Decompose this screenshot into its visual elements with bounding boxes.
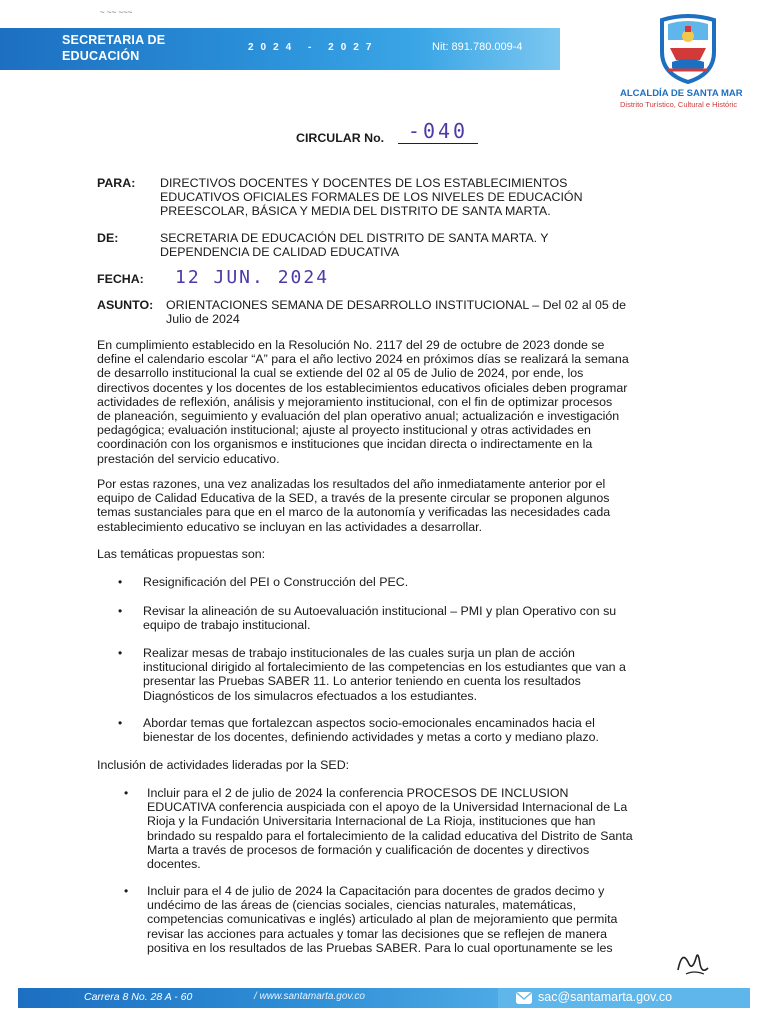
activity-line: Incluir para el 4 de julio de 2024 la Capacitación para docentes de grados decimo y bbox=[147, 884, 605, 898]
activity-line: Marta a través de procesos de formación y cualificación de docentes y directivos bbox=[147, 842, 590, 857]
paragraph-line: temas sustanciales para que en el marco de la autonomía y verificadas las necesidades cada bbox=[97, 505, 611, 520]
footer-email[interactable]: sac@santamarta.gov.co bbox=[538, 990, 673, 1004]
bullet-icon: • bbox=[118, 575, 123, 589]
footer-band bbox=[18, 988, 750, 1008]
paragraph-resolution bbox=[97, 338, 690, 466]
department-line-1: SECRETARIA DE bbox=[62, 33, 166, 47]
nit-number: Nit: 891.780.009-4 bbox=[432, 41, 523, 53]
theme-line: Resignificación del PEI o Construcción del PEC. bbox=[143, 575, 409, 589]
footer-website[interactable]: / www.santamarta.gov.co bbox=[254, 991, 365, 1002]
signature-mark bbox=[672, 944, 712, 978]
activity-item bbox=[147, 786, 690, 871]
coat-of-arms-icon bbox=[658, 12, 718, 84]
theme-item bbox=[143, 604, 690, 632]
paragraph-line: coordinación con los organismos e instituciones que incidan directa o indirectamente en la bbox=[97, 437, 593, 452]
theme-line: institucional dirigido al fortalecimiento de las competencias en los estudiantes que van a bbox=[143, 660, 626, 675]
paragraph-line: establecimiento educativo se incluyan en las actividades a desarrollar. bbox=[97, 519, 483, 534]
bullet-icon: • bbox=[118, 604, 123, 618]
de-line: SECRETARIA DE EDUCACIÓN DEL DISTRITO DE SANTA MARTA. Y bbox=[160, 231, 549, 245]
asunto-line: Julio de 2024 bbox=[166, 312, 240, 327]
theme-line: Revisar la alineación de su Autoevaluación institucional – PMI y plan Operativo con su bbox=[143, 604, 617, 618]
paragraph-line: equipo de Calidad Educativa de la SED, a través de la presente circular se proponen algunos bbox=[97, 491, 610, 506]
paragraph-line: pedagógica; evaluación institucional; ajuste al proyecto institucional y otras actividades en bbox=[97, 423, 591, 438]
para-line: PREESCOLAR, BÁSICA Y MEDIA DEL DISTRITO DE SANTA MARTA. bbox=[160, 204, 551, 219]
logo-title: ALCALDÍA DE SANTA MAR bbox=[620, 88, 743, 99]
paragraph-line: de desarrollo institucional la cual se extiende del 02 al 05 de Julio de 2024, por ende, los bbox=[97, 366, 584, 381]
activity-line: positiva en los resultados de las Pruebas SABER. Para lo cual oportunamente se les bbox=[147, 940, 613, 955]
department-name bbox=[62, 32, 165, 64]
header-band bbox=[0, 28, 560, 70]
asunto-text bbox=[166, 298, 690, 326]
para-line: EDUCATIVOS OFICIALES FORMALES DE LOS NIVELES DE EDUCACIÓN bbox=[160, 190, 583, 205]
activity-line: competencias comunicativas e inglés) articulado al plan de mejoramiento que permita bbox=[147, 912, 618, 927]
activity-line: undécimo de las áreas de (ciencias sociales, ciencias naturales, matemáticas, bbox=[147, 898, 577, 913]
bullet-icon: • bbox=[124, 884, 129, 898]
theme-line: Abordar temas que fortalezcan aspectos socio-emocionales encaminados hacia el bbox=[143, 716, 595, 730]
para-text bbox=[160, 176, 690, 219]
bullet-icon: • bbox=[118, 646, 123, 660]
de-label: DE: bbox=[97, 231, 119, 245]
activity-line: Rioja y la Fundación Universitaria Internacional de La Rioja, instituciones que han bbox=[147, 814, 596, 829]
theme-line: Realizar mesas de trabajo institucionales de las cuales surja un plan de acción bbox=[143, 646, 575, 660]
asunto-label: ASUNTO: bbox=[97, 298, 154, 312]
circular-number: -040 bbox=[398, 119, 478, 144]
theme-line: equipo de trabajo institucional. bbox=[143, 618, 311, 633]
theme-line: presentar las Pruebas SABER 11. Lo anterior teniendo en cuenta los resultados bbox=[143, 674, 581, 689]
theme-line: Diagnósticos de los simulacros efectuados a los estudiantes. bbox=[143, 688, 478, 703]
date-stamp: 12 JUN. 2024 bbox=[175, 267, 330, 288]
activity-line: EDUCATIVA conferencia auspiciada con el apoyo de la Universidad Internacional de La bbox=[147, 800, 628, 815]
paragraph-reasons bbox=[97, 477, 690, 534]
theme-line: bienestar de los docentes, definiendo actividades y metas a corto y mediano plazo. bbox=[143, 730, 599, 745]
logo-subtitle: Distrito Turístico, Cultural e Históric bbox=[620, 100, 738, 109]
activity-item bbox=[147, 884, 690, 955]
activities-intro: Inclusión de actividades lideradas por la SED: bbox=[97, 758, 350, 772]
mail-icon bbox=[516, 992, 532, 1004]
department-line-2: EDUCACIÓN bbox=[62, 49, 140, 63]
asunto-line: ORIENTACIONES SEMANA DE DESARROLLO INSTITUCIONAL – Del 02 al 05 de bbox=[166, 298, 626, 312]
themes-intro: Las temáticas propuestas son: bbox=[97, 547, 266, 561]
de-line: DEPENDENCIA DE CALIDAD EDUCATIVA bbox=[160, 245, 400, 260]
paragraph-line: de planeación, seguimiento y evaluación del plan operativo anual; actualización e investigación bbox=[97, 409, 620, 424]
activity-line: brindado su respaldo para el fortalecimiento de la calidad educativa del Distrito de Santa bbox=[147, 828, 633, 843]
paragraph-line: En cumplimiento establecido en la Resolución No. 2117 del 29 de octubre de 2023 donde se bbox=[97, 338, 605, 352]
header-scribble: ~ ~~ ~~~ bbox=[100, 8, 133, 17]
fecha-label: FECHA: bbox=[97, 272, 144, 286]
paragraph-line: prestación del servicio educativo. bbox=[97, 451, 280, 466]
bullet-icon: • bbox=[124, 786, 129, 800]
de-text bbox=[160, 231, 690, 259]
paragraph-line: directivos docentes y los docentes de los establecimientos educativos oficiales deben programar bbox=[97, 380, 628, 395]
paragraph-line: Por estas razones, una vez analizadas los resultados del año inmediatamente anterior por el bbox=[97, 477, 606, 491]
bullet-icon: • bbox=[118, 716, 123, 730]
theme-item bbox=[143, 575, 690, 589]
activity-line: revisar las acciones para actuales y tomar las decisiones que se reflejen de manera bbox=[147, 926, 608, 941]
paragraph-line: actividades de reflexión, análisis y mejoramiento institucional, con el fin de optimizar procesos bbox=[97, 394, 613, 409]
alcaldia-logo bbox=[620, 12, 760, 112]
theme-item bbox=[143, 646, 690, 703]
footer-email-box bbox=[498, 988, 750, 1008]
para-line: DIRECTIVOS DOCENTES Y DOCENTES DE LOS ESTABLECIMIENTOS bbox=[160, 176, 568, 190]
paragraph-line: define el calendario escolar “A” para el año lectivo 2024 en próximos días se realizará la semana bbox=[97, 352, 629, 367]
activity-line: Incluir para el 2 de julio de 2024 la conferencia PROCESOS DE INCLUSION bbox=[147, 786, 569, 800]
activity-line: docentes. bbox=[147, 857, 201, 872]
para-label: PARA: bbox=[97, 176, 136, 190]
footer-address: Carrera 8 No. 28 A - 60 bbox=[84, 991, 193, 1003]
circular-label: CIRCULAR No. bbox=[296, 131, 385, 145]
term-years: 2024 - 2027 bbox=[248, 42, 379, 53]
theme-item bbox=[143, 716, 690, 744]
